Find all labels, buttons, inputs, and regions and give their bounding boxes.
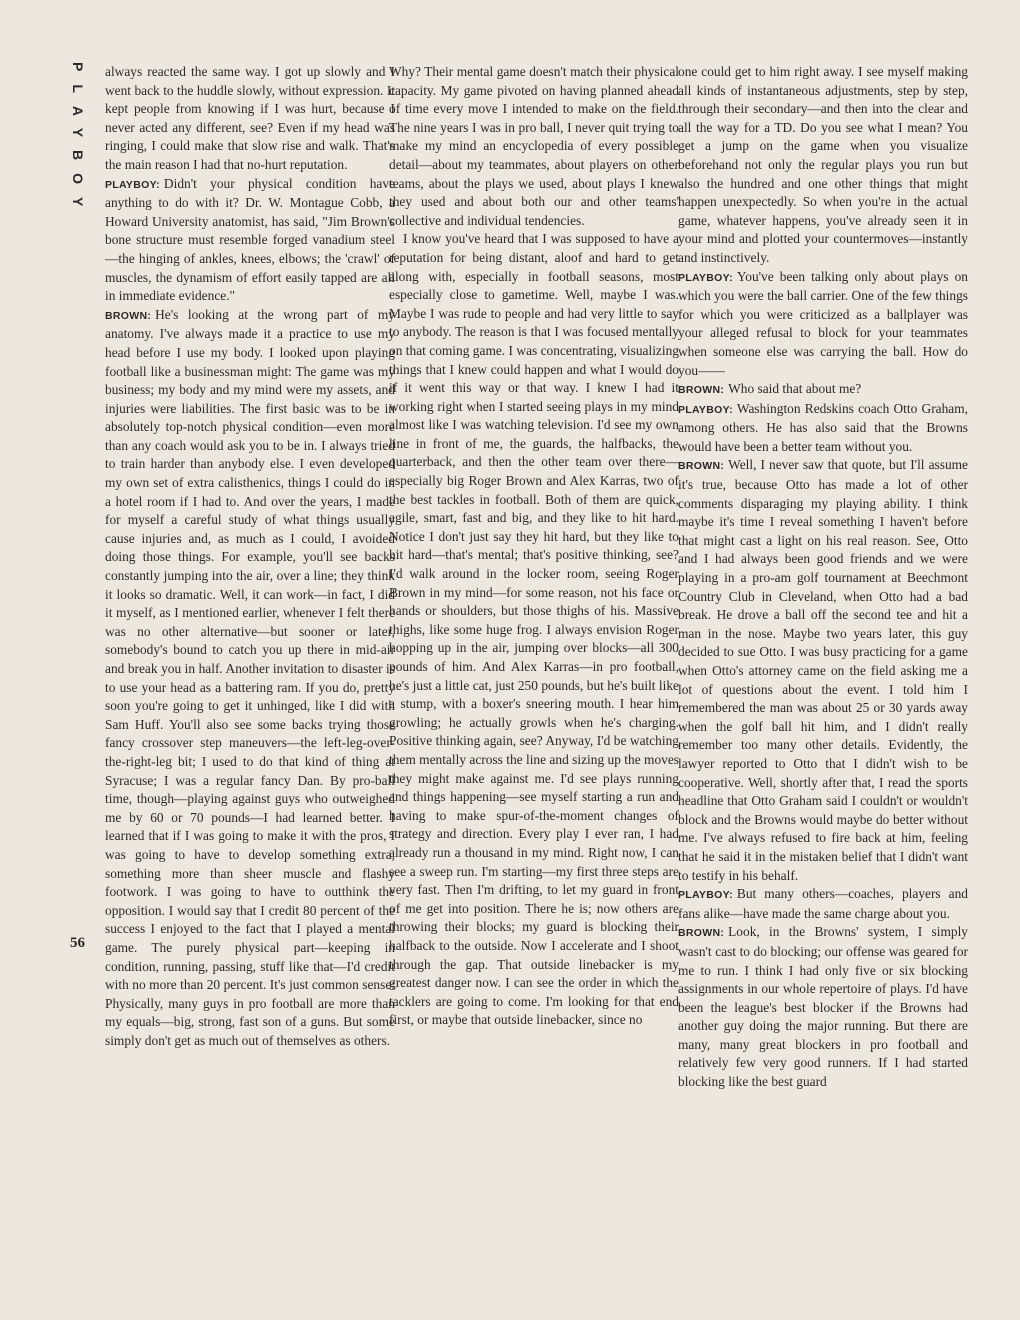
page-number: 56 [70, 935, 85, 951]
paragraph [678, 923, 968, 1091]
paragraph-text: Didn't your physical condition have anything to do with it? Dr. W. Montague Cobb, a Howard University anatomist, has said, "Jim Brown's bone structure must resemble forged vanadium steel—the hinging of ankles, knees, elbows; the 'crawl' of muscles, the dynamism of effort easily tapped are all in immediate evidence." [105, 175, 395, 304]
masthead-text: PLAYBOY [70, 62, 86, 220]
paragraph [105, 175, 395, 306]
speaker-label: PLAYBOY: [678, 271, 733, 284]
paragraph [105, 63, 395, 175]
speaker-label: BROWN: [678, 927, 725, 940]
paragraph [678, 63, 968, 268]
column-3 [678, 63, 968, 1090]
speaker-label: PLAYBOY: [678, 889, 733, 902]
speaker-label: PLAYBOY: [678, 403, 733, 416]
paragraph-text: Washington Redskins coach Otto Graham, among others. He has also said that the Browns would have been a better team without you. [678, 400, 968, 454]
speaker-label: BROWN: [678, 460, 725, 473]
paragraph-text: You've been talking only about plays on which you were the ball carrier. One of the few things for which you were criticized as a ballplayer was your alleged refusal to block for your teammates when someone else was carrying the ball. How do you—— [678, 268, 968, 378]
paragraph-text: Look, in the Browns' system, I simply wasn't cast to do blocking; our offense was geared for me to run. I think I had only five or six blocking assignments in our whole repertoire of plays. I'd have been the league's best blocker if the Browns had another guy doing the major running. But there are many, many great blockers in pro football and relatively few very good runners. If I had started blocking like the best guard [678, 924, 968, 1090]
paragraph [678, 268, 968, 381]
column-2 [389, 63, 679, 1028]
paragraph [389, 230, 679, 1030]
paragraph-text: Who said that about me? [728, 381, 862, 397]
paragraph [678, 456, 968, 885]
paragraph [678, 885, 968, 923]
paragraph [678, 400, 968, 457]
paragraph [389, 63, 679, 230]
paragraph [678, 380, 968, 400]
paragraph-text: Well, I never saw that quote, but I'll assume it's true, because Otto has made a lot of other comments disparaging my playing ability. I think maybe it's time I reveal something I haven't before that might cast a light on his real reason. See, Otto and I had always been good friends and we were playing in a pro-am golf tournament at Beechmont Country Club in Cleveland, when Otto had a bad break. He drove a ball off the second tee and hit a man in the nose. Maybe two years later, this guy decided to sue Otto. I was busy practicing for a game when Otto's attorney came on the field asking me a lot of questions about the event. I told him I remembered the man was about 25 or 30 yards away when the golf ball hit him, and I didn't really remember too many other details. Evidently, the lawyer reported to Otto that I didn't wish to be cooperative. Well, shortly after that, I read the sports headline that Otto Graham said I couldn't or wouldn't block and the Browns would maybe do better without me. I've always refused to fire back at him, feeling that he said it in the mistaken belief that I didn't want to testify in his behalf. [678, 457, 968, 883]
speaker-label: BROWN: [678, 384, 725, 397]
paragraph-text: He's looking at the wrong part of my anatomy. I've always made it a practice to use my head before I use my body. I looked upon playing football like a businessman might: The game was my business; my body and my mind were my assets, and injuries were liabilities. The first basic was to be in absolutely top-notch physical condition—even more than any coach would ask you to be in. I always tried to train harder than anybody else. I even developed my own set of extra calisthenics, things I could do in a hotel room if I had to. And over the years, I made for myself a careful study of what things usually cause injuries and, as much as I could, I avoided doing those things. For example, you'll see backs constantly jumping into the air, over a line; they think it looks so dramatic. Well, it can work—in fact, I did it myself, as I mentioned earlier, whenever I felt there was no other alternative—but sooner or later, somebody's bound to catch you up there in mid-air and break you in half. Another invitation to disaster is to use your head as a battering ram. If you do, pretty soon you're going to get it unhinged, like I did with Sam Huff. You'll also see some backs trying those fancy crossover step maneuvers—the left-leg-over-the-right-leg bit; I used to do that kind of thing at Syracuse; I was a regular fancy Dan. By pro-ball time, though—playing against guys who outweighed me by 60 or 70 pounds—I had learned better. I learned that if I was going to make it with the pros, I was going to have to develop something extra, something more than sheer muscle and flashy footwork. I was going to have to outthink the opposition. I would say that I credit 80 percent of the success I enjoyed to the fact that I played a mental game. The purely physical part—keeping in condition, running, passing, stuff like that—I'd credit with no more than 20 percent. It's just common sense: Physically, many guys in pro football are more than my equals—big, strong, fast son of a guns. But some simply don't get as much out of themselves as others. [105, 306, 395, 1048]
column-1 [105, 63, 395, 1048]
paragraph-text: I know you've heard that I was supposed to have a reputation for being distant, aloof and hard to get along with, especially in football seasons, most especially close to gametime. Well, maybe I was. Maybe I was rude to people and had very little to say to anybody. The reason is that I was focused mentally on that coming game. I was concentrating, visualizing things that I knew could happen and what I would do if it went this way or that way. I knew I had it working right when I started seeing plays in my mind almost like I was watching television. I'd see my own line in front of me, the guards, the halfbacks, the quarterback, and then the other team over there—especially big Roger Brown and Alex Karras, two of the best tackles in football. Both of them are quick, agile, smart, fast and big, and they like to hit hard. Notice I don't just say they hit hard, but they like to hit hard—that's mental; that's positive thinking, see? I'd walk around in the locker room, seeing Roger Brown in my mind—for some reason, not his face or hands or shoulders, but those thighs of his. Massive thighs, like some huge frog. I always envision Roger hopping up in the air, jumping over blocks—all 300 pounds of him. And Alex Karras—in pro football, he's just a little cat, just 250 pounds, but he's built like a stump, with a boxer's sneering mouth. I hear him growling; he actually growls when he's charging. Positive thinking again, see? Anyway, I'd be watching them mentally across the line and sizing up the moves they might make against me. I'd see plays running and things happening—see myself starting a run and having to make spur-of-the-moment changes of strategy and direction. Every play I ever ran, I had already run a thousand in my mind. Right now, I can see a sweep run. I'm starting—my first three steps are very fast. Then I'm drifting, to let my guard in front of me get into position. There he is; now others are throwing their blocks; my guard is blocking their halfback to the outside. Now I accelerate and I shoot through the gap. That outside linebacker is my greatest danger now. I can see the order in which the tacklers are going to come. I'm looking for that end first, or maybe that outside linebacker, since no [389, 231, 679, 1028]
paragraph-text: one could get to him right away. I see myself making all kinds of instantaneous adjustments, step by step, through their secondary—and then into the clear and all the way for a TD. Do you see what I mean? You get a jump on the game when you visualize beforehand not only the regular plays you run but also the hundred and one other things that might happen unexpectedly. So when you're in the actual game, whatever happens, you've already seen it in your mind and plotted your countermoves—instantly and instinctively. [678, 64, 968, 265]
paragraph-text: Why? Their mental game doesn't match their physical capacity. My game pivoted on having planned ahead of time every move I intended to make on the field. The nine years I was in pro ball, I never quit trying to make my mind an encyclopedia of every possible detail—about my teammates, about players on other teams, about the plays we used, about plays I knew they used and about both our and other teams' collective and individual tendencies. [389, 64, 679, 228]
masthead [58, 62, 98, 222]
paragraph [105, 306, 395, 1051]
paragraph-text: But many others—coaches, players and fans alike—have made the same charge about you. [678, 886, 968, 921]
speaker-label: PLAYBOY: [105, 178, 160, 191]
speaker-label: BROWN: [105, 309, 152, 322]
paragraph-text: always reacted the same way. I got up slowly and I went back to the huddle slowly, without expression. It kept people from knowing if I was hurt, because I never acted any different, see? Even if my head was ringing, I could make that slow rise and walk. That's the main reason I had that no-hurt reputation. [105, 64, 395, 172]
